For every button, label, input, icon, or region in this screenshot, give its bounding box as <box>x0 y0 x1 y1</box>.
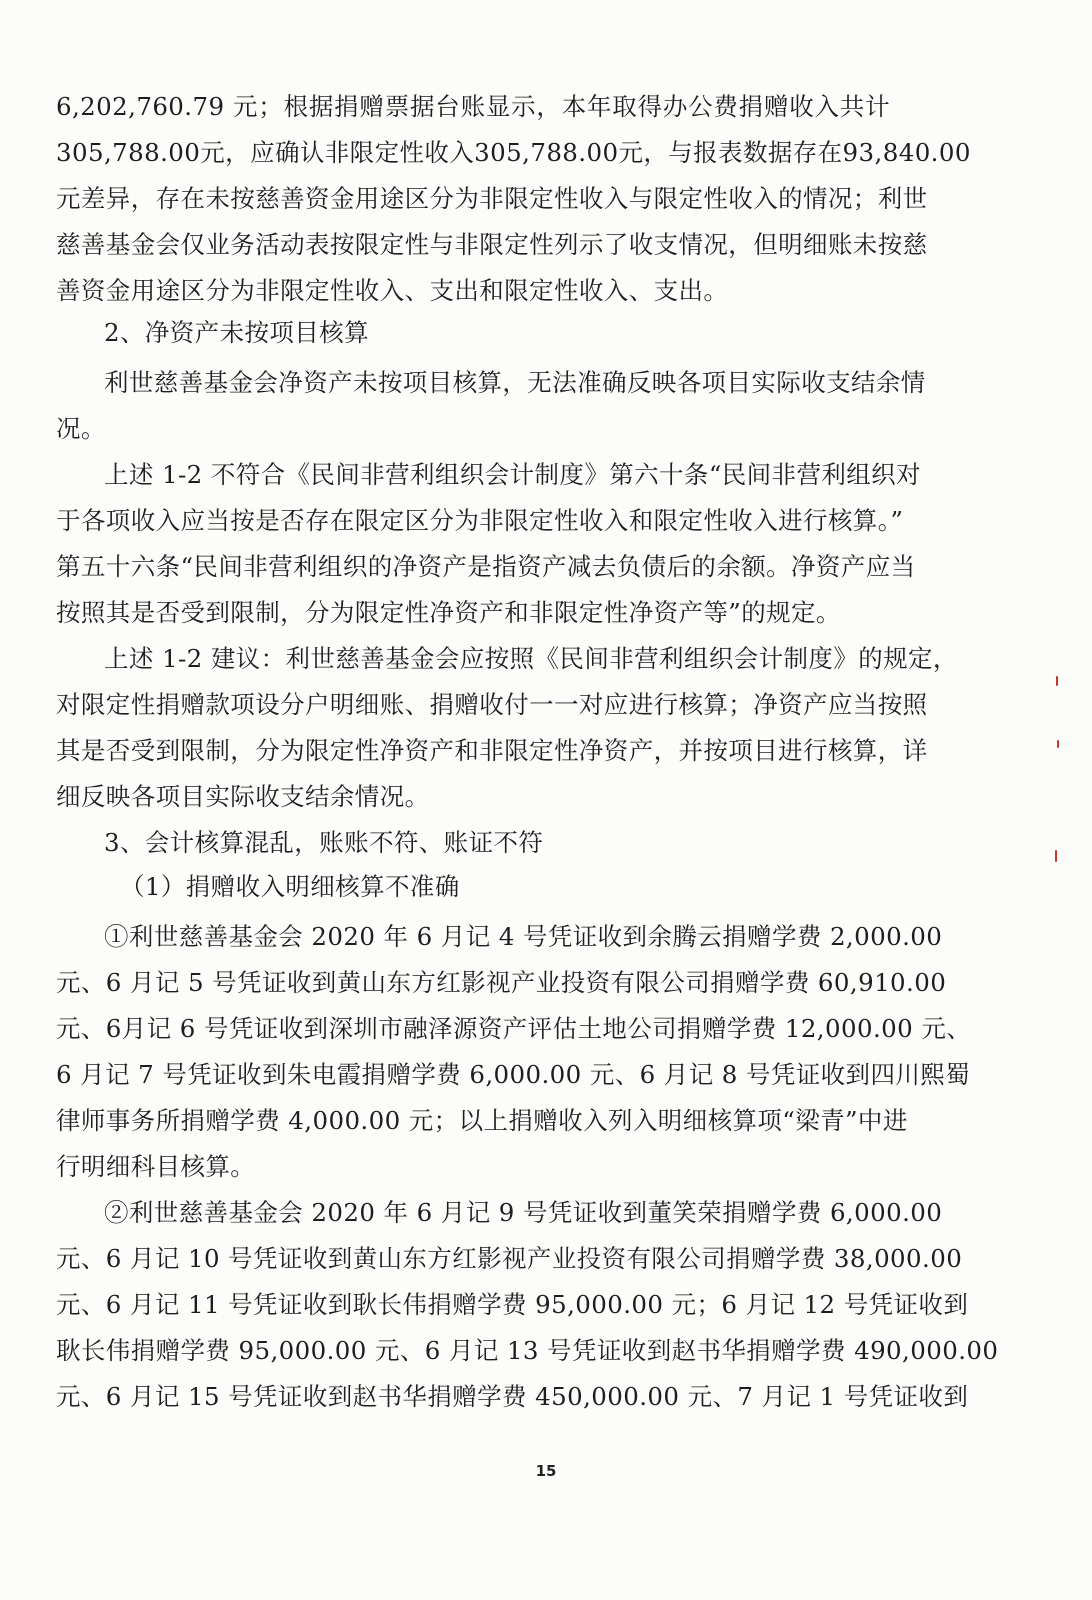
text-line: 6,202,760.79 元；根据捐赠票据台账显示，本年取得办公费捐赠收入共计 <box>56 92 890 121</box>
text-line: 其是否受到限制，分为限定性净资产和非限定性净资产，并按项目进行核算，详 <box>56 736 928 765</box>
page-number: 15 <box>535 1462 557 1480</box>
text-line: 元、6 月记 15 号凭证收到赵书华捐赠学费 450,000.00 元、7 月记 1 号凭证收到 <box>56 1382 969 1411</box>
text-line: 元、6月记 6 号凭证收到深圳市融泽源资产评估土地公司捐赠学费 12,000.00 元、 <box>56 1014 972 1043</box>
text-line: 第五十六条“民间非营利组织的净资产是指资产减去负债后的余额。净资产应当 <box>56 552 916 581</box>
text-line: 律师事务所捐赠学费 4,000.00 元；以上捐赠收入列入明细核算项“梁青”中进 <box>56 1106 908 1135</box>
text-line: 耿长伟捐赠学费 95,000.00 元、6 月记 13 号凭证收到赵书华捐赠学费 490,000.00 <box>56 1336 999 1365</box>
section-heading: 3、会计核算混乱，账账不符、账证不符 <box>104 828 544 857</box>
text-line: 6 月记 7 号凭证收到朱电霞捐赠学费 6,000.00 元、6 月记 8 号凭证收到四川熙蜀 <box>56 1060 971 1089</box>
text-line: 305,788.00元，应确认非限定性收入305,788.00元，与报表数据存在93,840.00 <box>56 138 971 167</box>
text-line: 善资金用途区分为非限定性收入、支出和限定性收入、支出。 <box>56 276 729 305</box>
text-line: 上述 1-2 不符合《民间非营利组织会计制度》第六十条“民间非营利组织对 <box>104 460 921 489</box>
text-line: 元、6 月记 5 号凭证收到黄山东方红影视产业投资有限公司捐赠学费 60,910.00 <box>56 968 947 997</box>
text-line: ①利世慈善基金会 2020 年 6 月记 4 号凭证收到余腾云捐赠学费 2,000.00 <box>104 922 943 951</box>
subsection-heading: （1）捐赠收入明细核算不准确 <box>120 872 460 901</box>
text-line: ②利世慈善基金会 2020 年 6 月记 9 号凭证收到董笑荣捐赠学费 6,000.00 <box>104 1198 943 1227</box>
text-line: 对限定性捐赠款项设分户明细账、捐赠收付一一对应进行核算；净资产应当按照 <box>56 690 928 719</box>
text-line: 况。 <box>56 414 106 443</box>
text-line: 上述 1-2 建议：利世慈善基金会应按照《民间非营利组织会计制度》的规定， <box>104 644 958 673</box>
text-line: 细反映各项目实际收支结余情况。 <box>56 782 430 811</box>
text-line: 元、6 月记 10 号凭证收到黄山东方红影视产业投资有限公司捐赠学费 38,000.00 <box>56 1244 963 1273</box>
text-line: 元、6 月记 11 号凭证收到耿长伟捐赠学费 95,000.00 元；6 月记 12 号凭证收到 <box>56 1290 969 1319</box>
text-line: 按照其是否受到限制，分为限定性净资产和非限定性净资产等”的规定。 <box>56 598 841 627</box>
text-line: 利世慈善基金会净资产未按项目核算，无法准确反映各项目实际收支结余情 <box>104 368 926 397</box>
section-heading: 2、净资产未按项目核算 <box>104 318 369 347</box>
scan-mark <box>1057 740 1059 748</box>
text-line: 慈善基金会仅业务活动表按限定性与非限定性列示了收支情况，但明细账未按慈 <box>56 230 928 259</box>
text-line: 元差异，存在未按慈善资金用途区分为非限定性收入与限定性收入的情况；利世 <box>56 184 928 213</box>
scan-mark <box>1056 676 1058 686</box>
scan-mark <box>1055 850 1057 862</box>
text-line: 行明细科目核算。 <box>56 1152 256 1181</box>
text-line: 于各项收入应当按是否存在限定区分为非限定性收入和限定性收入进行核算。” <box>56 506 904 535</box>
